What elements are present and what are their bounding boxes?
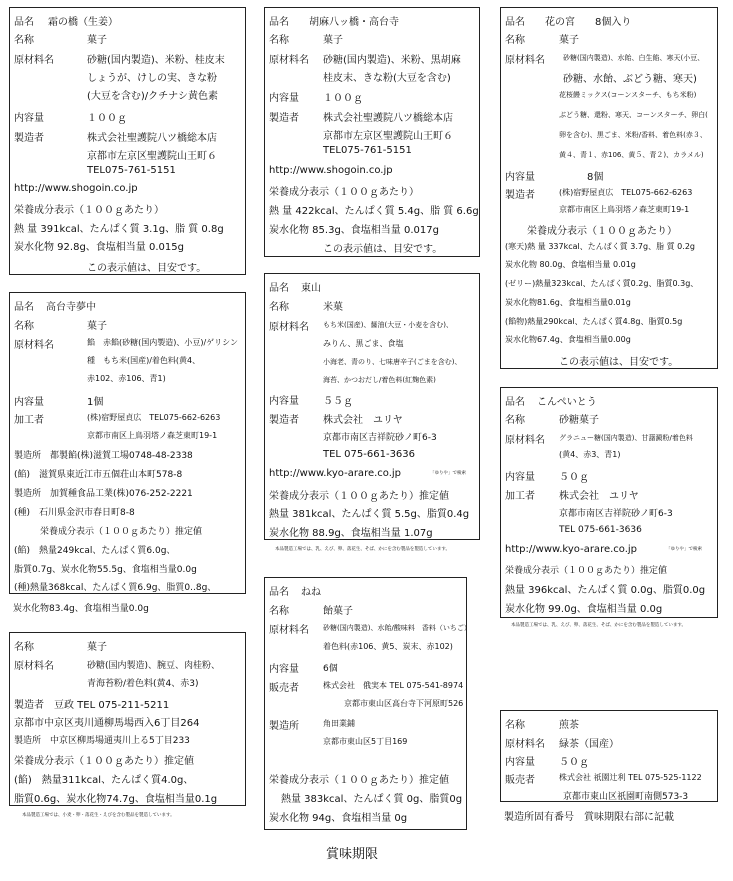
product-name: ねね [301,587,321,598]
maker-name: (株)宿野屋貞広 TEL075-662-6263 [559,188,693,197]
name-key: 品名 [505,17,525,28]
ingredients-line-1: 餡 赤餡(砂糖(国内製造)、小豆)/ゲリシン [87,338,238,347]
class-key: 名称 [505,720,525,731]
ingredients-value: 緑茶（国産） [559,739,619,750]
nutrition-line-1: 熱量 381kcal、たんぱく質 5.5g、脂質0.4g [269,509,470,520]
class-value: 飴菓子 [323,606,353,617]
website-url[interactable]: http://www.shogoin.co.jp [269,165,393,176]
ingredients-line-5: 卵を含む)、黒ごま、米粉/香料、着色料(赤３、 [559,131,707,139]
volume-value: 8個 [587,172,604,183]
product-name: 胡麻八ッ橋・高台寺 [309,17,399,28]
nutrition-line-2: 炭水化物 88.9g、食塩相当量 1.07g [269,528,433,539]
website-url[interactable]: http://www.kyo-arare.co.jp [269,468,402,479]
class-value: 菓子 [87,35,107,46]
class-key: 名称 [14,321,34,332]
volume-key: 内容量 [269,93,299,104]
class-key: 名称 [269,35,289,46]
ingredients-key: 原材料名 [505,435,545,446]
product-name: 東山 [301,283,321,294]
processor-name: 株式会社 ユリヤ [559,491,639,502]
factory-line-3: 製造所 加賀種食品工業(株)076-252-2221 [14,489,193,499]
ingredients-line-1: 砂糖(国内製造)、米粉、桂皮末 [87,55,225,66]
maker-key: 製造者 [269,415,299,426]
nutrition-title: 栄養成分表示（１００ｇあたり） [14,205,164,216]
nutrition-line-6: 炭水化物67.4g、食塩相当量0.00g [505,335,631,344]
maker-address: 京都市中京区夷川通柳馬場西入6丁目264 [14,718,200,729]
ingredients-line-3: 小海老、青のり、七味唐辛子(ごまを含む)、 [323,358,462,366]
volume-key: 内容量 [505,472,535,483]
class-key: 名称 [505,415,525,426]
ingredients-key: 原材料名 [505,739,545,750]
seller-address: 京都市東山区高台寺下河原町526 [344,699,464,708]
volume-key: 内容量 [14,397,44,408]
name-key: 品名 [269,283,289,294]
nutrition-line-2: 炭水化物 80.0g、食塩相当量 0.01g [505,260,636,269]
nutrition-line-2: 脂質0.6g、炭水化物74.7g、食塩相当量0.1g [14,794,218,805]
product-name: 花の宮 8個入り [545,17,632,28]
maker-key: 製造者 [505,190,535,201]
nutrition-line-2: 炭水化物 94g、食塩相当量 0g [269,813,408,824]
label-sencha [500,710,718,802]
ingredients-key: 原材料名 [14,340,54,351]
factory-line-4: (種) 石川県金沢市春日町8-8 [14,508,135,518]
nutrition-line-1: 熱量 383kcal、たんぱく質 0g、脂質0g [281,794,463,805]
processor-key: 加工者 [14,415,44,426]
name-key: 品名 [269,587,289,598]
ingredients-key: 原材料名 [269,55,309,66]
allergen-fine-print: 本品製造工場では、乳、えび、卵、落花生、そば、かにを含む製品を製造しています。 [511,623,686,628]
class-value: 菓子 [87,642,107,653]
volume-key: 内容量 [505,172,535,183]
label-hana-no-miya [500,7,718,369]
label-higashiyama [264,273,480,540]
maker-phone: TEL 075-661-3636 [323,449,416,460]
expiry-date-caption: 賞味期限 [326,847,379,862]
ingredients-key: 原材料名 [269,625,309,636]
volume-key: 内容量 [14,113,44,124]
class-key: 名称 [14,642,34,653]
nutrition-line-4: 炭水化物83.4g、食塩相当量0.0g [13,604,149,614]
maker-name: 角田業鋪 [323,719,355,728]
maker-name: 株式会社聖護院八ツ橋総本店 [87,133,217,144]
ingredients-line-1: 砂糖(国内製造)、水飴、白生餡、寒天(小豆、 [563,54,705,62]
ingredients-line-1: 砂糖(国内製造)、米粉、黒胡麻 [323,55,461,66]
class-value: 砂糖菓子 [559,415,599,426]
ingredients-key: 原材料名 [14,661,54,672]
factory-line: 製造所 中京区柳馬場通夷川上る5丁目233 [14,736,190,746]
ingredients-line-1: グラニュー糖(国内製造)、甘藷澱粉/着色料 [559,434,693,442]
search-hint: 「ゆりや」で検索 [666,547,702,552]
nutrition-line-3: (種)熱量368kcal、たんぱく質6.9g、脂質0..8g、 [14,583,217,593]
nutrition-title: 栄養成分表示（１００ｇあたり）推定値 [40,527,203,537]
seller-key: 販売者 [269,683,299,694]
class-key: 名称 [14,35,34,46]
maker-name: 豆政 TEL 075-211-5211 [54,700,170,711]
nutrition-line-1: (寒天)熱 量 337kcal、たんぱく質 3.7g、脂 質 0.2g [505,242,695,251]
volume-key: 内容量 [269,396,299,407]
ingredients-line-2: 桂皮末、きな粉(大豆を含む) [323,73,451,84]
nutrition-title: 栄養成分表示（１００ｇあたり）推定値 [505,566,668,576]
name-key: 品名 [505,397,525,408]
ingredients-line-2: 青海苔粉/着色料(黄4、赤3) [87,679,199,689]
nutrition-line-4: 炭水化物81.6g、食塩相当量0.01g [505,298,631,307]
product-name: こんぺいとう [537,397,597,408]
nutrition-title: 栄養成分表示（１００ｇあたり） [269,187,419,198]
factory-id-note: 製造所固有番号 賞味期限右部に記載 [504,812,674,823]
ingredients-key: 原材料名 [269,322,309,333]
maker-address: 京都市左京区聖護院山王町６ [323,131,453,142]
name-key: 品名 [14,17,34,28]
volume-value: ５０ｇ [559,757,589,768]
maker-address: 京都市東山区5丁目169 [323,737,408,746]
processor-address: 京都市南区吉祥院砂ノ町6-3 [559,509,673,519]
volume-value: １００ｇ [323,93,363,104]
volume-value: ５０ｇ [559,472,589,483]
maker-address: 京都市左京区聖護院山王町６ [87,151,217,162]
nutrition-title: 栄養成分表示（１００ｇあたり）推定値 [14,756,194,767]
nutrition-line-5: (餡物)熱量290kcal、たんぱく質4.8g、脂質0.5g [505,317,683,326]
ingredients-line-1: 砂糖(国内製造)、腕豆、肉桂粉、 [87,661,221,671]
class-key: 名称 [269,606,289,617]
ingredients-line-3: (大豆を含む)/クチナシ黄色素 [87,91,218,102]
ingredients-line-3: 赤102、赤106、青1) [87,374,166,383]
disclaimer-note: この表示値は、目安です。 [323,244,443,255]
volume-key: 内容量 [505,757,535,768]
ingredients-line-4: 海苔、かつおだし/着色料(紅麹色素) [323,376,436,384]
maker-phone: TEL075-761-5151 [323,145,412,156]
maker-name: 株式会社 ユリヤ [323,415,403,426]
seller-name: 株式会社 俄実本 TEL 075-541-8974 [323,681,464,690]
maker-phone: TEL075-761-5151 [87,165,176,176]
product-name: 霜の橋（生姜） [48,17,118,28]
ingredients-line-2: 砂糖、水飴、ぶどう糖、寒天) [563,74,697,85]
class-value: 菓子 [559,35,579,46]
name-key: 品名 [14,302,34,313]
ingredients-line-2: (黄4、赤3、青1) [559,450,621,459]
nutrition-line-1: 熱 量 391kcal、たんぱく質 3.1g、脂 質 0.8g [14,224,224,235]
nutrition-line-1: 熱 量 422kcal、たんぱく質 5.4g、脂 質 6.6g [269,206,479,217]
nutrition-line-2: 炭水化物 92.8g、食塩相当量 0.015g [14,242,184,253]
search-hint: 「ゆりや」で検索 [430,471,466,476]
class-value: 菓子 [323,35,343,46]
nutrition-line-1: (餡) 熱量249kcal、たんぱく質6.0g、 [14,546,176,556]
nutrition-line-2: 炭水化物 85.3g、食塩相当量 0.017g [269,225,439,236]
nutrition-line-2: 炭水化物 99.0g、食塩相当量 0.0g [505,604,663,615]
ingredients-line-2: 着色料(赤106、黄5、炭末、赤102) [323,642,453,651]
maker-address: 京都市南区吉祥院砂ノ町6-3 [323,433,437,443]
maker-key: 製造者 [14,133,44,144]
maker-name: 株式会社聖護院八ツ橋総本店 [323,113,453,124]
website-url[interactable]: http://www.kyo-arare.co.jp [505,544,638,555]
name-key: 品名 [269,17,289,28]
class-value: 米菓 [323,302,343,313]
maker-key: 製造者 [14,700,44,711]
class-value: 煎茶 [559,720,579,731]
label-shimo-no-hashi [9,7,246,275]
label-goma-yatsuhashi [264,7,480,257]
nutrition-title: 栄養成分表示（１００ｇあたり）推定値 [269,491,449,502]
factory-line-2: (餡) 滋賀県東近江市五個荘山本町578-8 [14,470,183,480]
label-mamemasa [9,632,246,806]
ingredients-line-3: 花桜饅ミックス(コーンスターチ、もち米粉) [559,91,697,99]
ingredients-line-2: 種 もち米(国産)/着色料(黄4、 [87,356,201,365]
nutrition-title: 栄養成分表示（１００ｇあたり）推定値 [269,775,449,786]
maker-key: 製造所 [269,721,299,732]
class-key: 名称 [505,35,525,46]
processor-name: (株)宿野屋貞広 TEL075-662-6263 [87,413,221,422]
ingredients-line-1: 砂糖(国内製造)、水飴/酸味料 香料（いちご） [323,624,471,632]
volume-value: 6個 [323,664,338,674]
ingredients-key: 原材料名 [14,55,54,66]
processor-key: 加工者 [505,491,535,502]
label-konpeito [500,387,718,618]
ingredients-key: 原材料名 [505,55,545,66]
ingredients-line-2: みりん、黒ごま、食塩 [323,339,404,348]
maker-key: 製造者 [269,113,299,124]
processor-phone: TEL 075-661-3636 [559,525,642,535]
ingredients-line-2: しょうが、けしの実、きな粉 [87,73,217,84]
allergen-fine-print: 本品製造工場では、小麦・卵・落花生・えびを含む製品を製造しています。 [22,813,175,818]
maker-address: 京都市南区上鳥羽塔ノ森芝東町19-1 [559,205,690,214]
seller-name: 株式会社 祇園辻利 TEL 075-525-1122 [559,773,702,782]
disclaimer-note: この表示値は、目安です。 [559,357,679,368]
nutrition-line-3: (ゼリー)熱量323kcal、たんぱく質0.2g、脂質0.3g、 [505,279,699,288]
seller-address: 京都市東山区祇園町南側573-3 [563,792,689,802]
website-url[interactable]: http://www.shogoin.co.jp [14,183,138,194]
nutrition-line-1: 熱量 396kcal、たんぱく質 0.0g、脂質0.0g [505,585,706,596]
volume-key: 内容量 [269,664,299,675]
ingredients-line-1: もち米(国産)、醤油(大豆・小麦を含む)、 [323,321,453,329]
factory-line-1: 製造所 都製餡(株)滋賀工場0748-48-2338 [14,451,193,461]
label-nene [264,577,471,830]
label-kodaiji-muchu [9,292,246,594]
nutrition-line-2: 脂質0.7g、炭水化物55.5g、食塩相当量0.0g [14,565,197,575]
seller-key: 販売者 [505,775,535,786]
volume-value: ５５ｇ [323,396,353,407]
allergen-fine-print: 本品製造工場では、乳、えび、卵、落花生、そば、かにを含む製品を製造しています。 [275,547,450,552]
volume-value: 1個 [87,397,104,408]
processor-address: 京都市南区上鳥羽塔ノ森芝東町19-1 [87,431,218,440]
class-key: 名称 [269,302,289,313]
nutrition-line-1: (餡) 熱量311kcal、たんぱく質4.0g、 [14,775,194,786]
ingredients-line-6: 黄４、青１、赤106、黄５、青２)、カラメル) [559,151,704,159]
ingredients-line-4: ぶどう糖、還粉、寒天、コーンスターチ、卵白( [559,111,708,119]
class-value: 菓子 [87,321,107,332]
nutrition-title: 栄養成分表示（１００ｇあたり） [527,226,677,237]
volume-value: １００ｇ [87,113,127,124]
product-name: 高台寺夢中 [46,302,96,313]
disclaimer-note: この表示値は、目安です。 [87,263,207,274]
